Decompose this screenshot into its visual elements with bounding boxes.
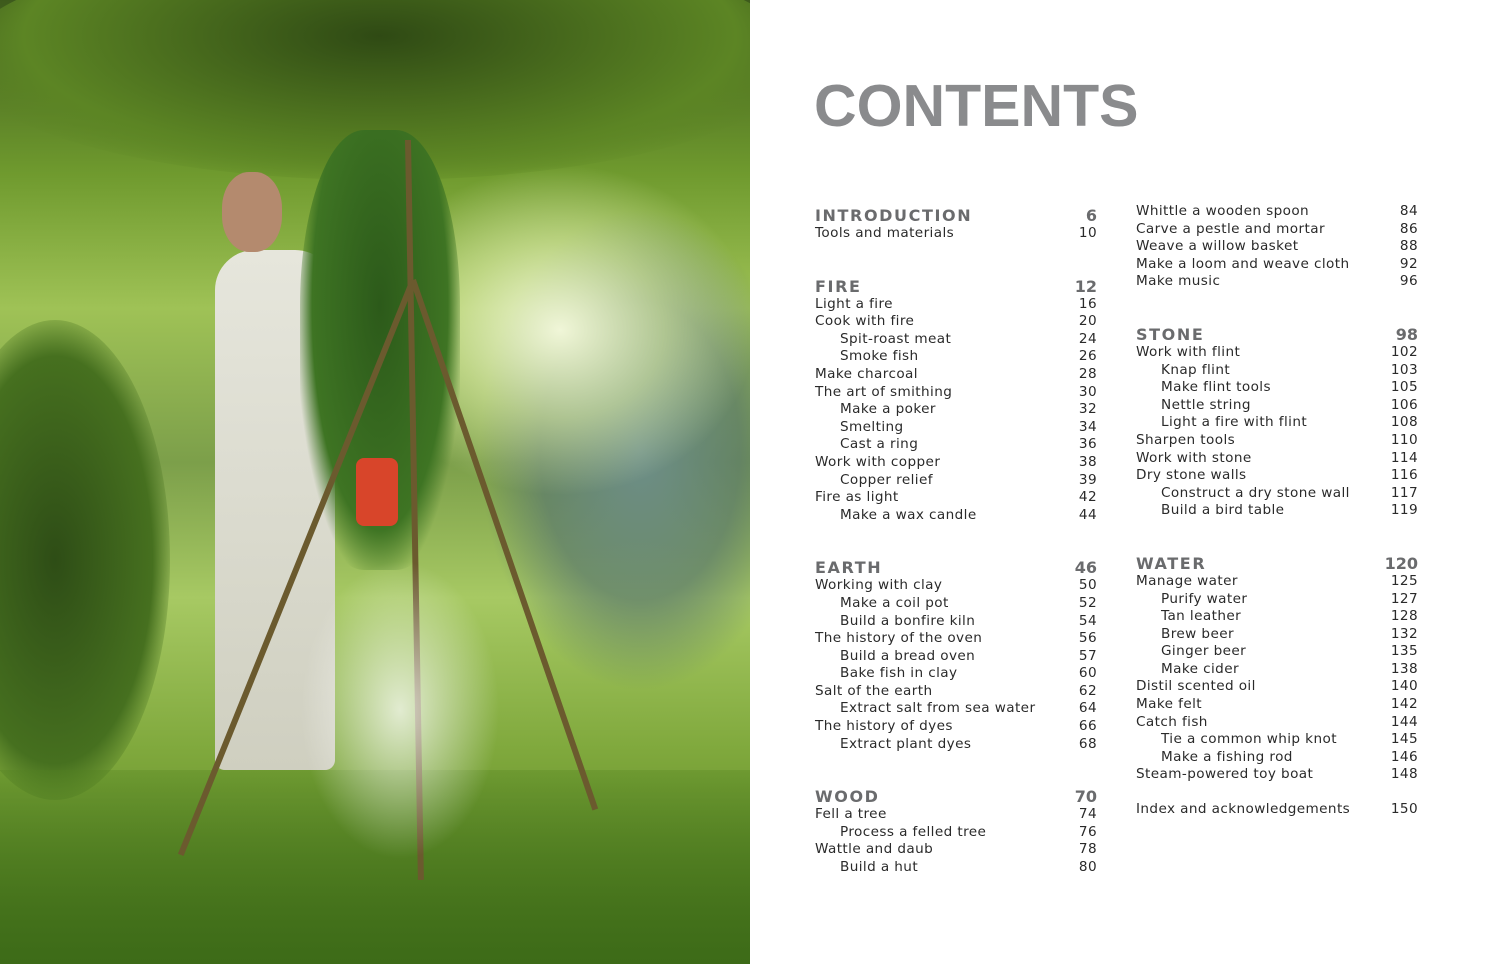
page-number: 38 (1078, 453, 1097, 470)
contents-entry (1136, 643, 1418, 661)
contents-entry (1136, 608, 1418, 626)
entry-title: Tie a common whip knot (1161, 731, 1337, 748)
contents-entry (1136, 450, 1418, 468)
entry-title: The art of smithing (815, 383, 953, 400)
contents-entry (1136, 362, 1418, 380)
contents-entry (815, 859, 1097, 877)
contents-entry (815, 366, 1097, 384)
entry-title: Steam-powered toy boat (1136, 766, 1314, 783)
page-number: 128 (1390, 608, 1418, 625)
entry-title: Ginger beer (1161, 643, 1247, 660)
contents-entry (1136, 714, 1418, 732)
smoke (300, 560, 500, 860)
page-number: 117 (1390, 484, 1418, 501)
entry-title: Light a fire with flint (1161, 414, 1308, 431)
page-number: 98 (1395, 324, 1418, 344)
bush (0, 320, 170, 800)
entry-title: Wattle and daub (815, 841, 934, 858)
entry-title: Make a loom and weave cloth (1136, 255, 1350, 272)
entry-title: Tools and materials (815, 225, 955, 241)
red-cloth (356, 458, 398, 526)
page-number: 60 (1078, 665, 1097, 682)
entry-title: Make cider (1161, 660, 1239, 677)
entry-title: Brew beer (1161, 625, 1234, 642)
entry-title: Weave a willow basket (1136, 238, 1299, 255)
entry-title: Work with stone (1136, 449, 1252, 466)
entry-title: Smoke fish (840, 348, 919, 365)
page-number: 50 (1078, 577, 1097, 594)
contents-section (815, 787, 1097, 876)
contents-entry (815, 313, 1097, 331)
contents-entry (815, 595, 1097, 613)
page-number: 145 (1390, 731, 1418, 748)
page-number: 92 (1399, 255, 1418, 272)
entry-title: Purify water (1161, 590, 1248, 607)
contents-entry (815, 225, 1097, 243)
page-number: 86 (1399, 220, 1418, 237)
contents-entry (815, 331, 1097, 349)
contents-column-left (815, 206, 1097, 911)
entry-title: Build a bread oven (840, 647, 976, 664)
page-number: 62 (1078, 682, 1097, 699)
man-head (222, 172, 282, 252)
contents-entry (1136, 432, 1418, 450)
entry-title: Cast a ring (840, 436, 919, 453)
page-number: 96 (1399, 273, 1418, 290)
contents-entry (815, 296, 1097, 314)
page-number: 46 (1074, 558, 1097, 578)
entry-title: Smelting (840, 418, 904, 435)
entry-title: Distil scented oil (1136, 678, 1256, 695)
contents-entry (1136, 502, 1418, 520)
page-number: 108 (1390, 414, 1418, 431)
entry-title: Nettle string (1161, 396, 1251, 413)
page-number: 56 (1078, 630, 1097, 647)
page-number: 146 (1390, 748, 1418, 765)
entry-title: Fire as light (815, 489, 899, 506)
entry-title: Sharpen tools (1136, 431, 1236, 448)
page-number: 76 (1078, 823, 1097, 840)
page-number: 44 (1078, 506, 1097, 523)
section-heading (1136, 325, 1418, 344)
contents-entry (1136, 766, 1418, 784)
section-title: FIRE (815, 276, 862, 296)
contents-entry (815, 507, 1097, 525)
contents-column-right (1136, 203, 1418, 853)
contents-entry (1136, 221, 1418, 239)
page-number: 34 (1078, 418, 1097, 435)
contents-entry (815, 454, 1097, 472)
contents-entry (1136, 573, 1418, 591)
section-title: STONE (1136, 324, 1205, 344)
entry-title: Build a hut (840, 859, 919, 876)
page-number: 110 (1390, 431, 1418, 448)
contents-entry (1136, 661, 1418, 679)
contents-entry (815, 718, 1097, 736)
contents-entry (1136, 626, 1418, 644)
page-number: 127 (1390, 590, 1418, 607)
contents-section (815, 558, 1097, 753)
entry-title: Bake fish in clay (840, 665, 958, 682)
contents-entry (815, 577, 1097, 595)
entry-title: Make a coil pot (840, 594, 949, 611)
entry-title: The history of the oven (815, 630, 983, 647)
contents-entry (1136, 591, 1418, 609)
page-number: 135 (1390, 643, 1418, 660)
contents-entry (1136, 749, 1418, 767)
page-number: 144 (1390, 713, 1418, 730)
entry-title: Make flint tools (1161, 379, 1271, 396)
contents-entry (1136, 344, 1418, 362)
page-number: 10 (1078, 225, 1097, 241)
page-number: 105 (1390, 379, 1418, 396)
contents-entry (815, 613, 1097, 631)
page-number: 26 (1078, 348, 1097, 365)
entry-title: Extract salt from sea water (840, 700, 1036, 717)
contents-entry (815, 806, 1097, 824)
contents-entry (815, 700, 1097, 718)
page-title: CONTENTS (814, 73, 1139, 139)
page-number: 32 (1078, 401, 1097, 418)
page-number: 132 (1390, 625, 1418, 642)
section-title: INTRODUCTION (815, 206, 973, 225)
entry-title: Whittle a wooden spoon (1136, 203, 1310, 219)
entry-title: Catch fish (1136, 713, 1208, 730)
page-number: 114 (1390, 449, 1418, 466)
contents-section (1136, 801, 1418, 819)
page-number: 12 (1074, 276, 1097, 296)
section-heading (815, 277, 1097, 296)
page-number: 52 (1078, 594, 1097, 611)
entry-title: Make a fishing rod (1161, 748, 1293, 765)
contents-entry (1136, 801, 1418, 819)
page-number: 88 (1399, 238, 1418, 255)
contents-entry (815, 436, 1097, 454)
contents-entry (815, 348, 1097, 366)
entry-title: Carve a pestle and mortar (1136, 220, 1325, 237)
page-number: 125 (1390, 572, 1418, 589)
contents-entry (815, 489, 1097, 507)
contents-entry (1136, 256, 1418, 274)
entry-title: Make a poker (840, 401, 936, 418)
page-number: 150 (1390, 801, 1418, 818)
contents-section (815, 206, 1097, 243)
page-number: 119 (1390, 502, 1418, 519)
entry-title: Working with clay (815, 577, 943, 594)
page-number: 36 (1078, 436, 1097, 453)
section-heading (1136, 554, 1418, 573)
contents-entry (815, 824, 1097, 842)
page-number: 20 (1078, 313, 1097, 330)
contents-entry (1136, 485, 1418, 503)
contents-entry (815, 841, 1097, 859)
entry-title: Work with flint (1136, 343, 1241, 360)
entry-title: Manage water (1136, 572, 1238, 589)
contents-section (1136, 325, 1418, 520)
page-number: 103 (1390, 361, 1418, 378)
entry-title: Make a wax candle (840, 506, 977, 523)
entry-title: Knap flint (1161, 361, 1231, 378)
section-heading (815, 787, 1097, 806)
contents-entry (815, 401, 1097, 419)
contents-section (815, 277, 1097, 525)
contents-entry (815, 630, 1097, 648)
contents-entry (815, 648, 1097, 666)
page-number: 142 (1390, 696, 1418, 713)
page-number: 138 (1390, 660, 1418, 677)
contents-entry (815, 384, 1097, 402)
entry-title: Index and acknowledgements (1136, 801, 1351, 818)
page-number: 70 (1074, 787, 1097, 807)
page-number: 39 (1078, 471, 1097, 488)
page-number: 120 (1384, 553, 1418, 573)
page-number: 116 (1390, 467, 1418, 484)
page-number: 57 (1078, 647, 1097, 664)
contents-entry (815, 472, 1097, 490)
entry-title: Extract plant dyes (840, 735, 972, 752)
section-title: WATER (1136, 553, 1207, 573)
page-number: 68 (1078, 735, 1097, 752)
entry-title: Process a felled tree (840, 823, 987, 840)
contents-entry (1136, 696, 1418, 714)
entry-title: Spit-roast meat (840, 330, 952, 347)
contents-entry (815, 736, 1097, 754)
entry-title: Copper relief (840, 471, 933, 488)
page-number: 28 (1078, 365, 1097, 382)
page-number: 140 (1390, 678, 1418, 695)
contents-entry (815, 419, 1097, 437)
page-number: 148 (1390, 766, 1418, 783)
entry-title: Light a fire (815, 295, 893, 312)
contents-entry (1136, 397, 1418, 415)
page-number: 30 (1078, 383, 1097, 400)
contents-entry (1136, 273, 1418, 291)
contents-entry (1136, 238, 1418, 256)
entry-title: Salt of the earth (815, 682, 933, 699)
entry-title: Cook with fire (815, 313, 915, 330)
page-number: 16 (1078, 295, 1097, 312)
section-title: WOOD (815, 787, 880, 807)
page-number: 106 (1390, 396, 1418, 413)
contents-entry (1136, 414, 1418, 432)
entry-title: Construct a dry stone wall (1161, 484, 1350, 501)
contents-entry (1136, 731, 1418, 749)
contents-section (1136, 203, 1418, 291)
page-number: 74 (1078, 806, 1097, 823)
entry-title: The history of dyes (815, 718, 953, 735)
entry-title: Make music (1136, 273, 1221, 290)
section-heading (815, 558, 1097, 577)
page-number: 6 (1085, 206, 1097, 225)
page-number: 84 (1399, 203, 1418, 219)
entry-title: Work with copper (815, 453, 941, 470)
page-number: 66 (1078, 718, 1097, 735)
page-number: 78 (1078, 841, 1097, 858)
contents-entry (1136, 467, 1418, 485)
contents-page (750, 0, 1500, 964)
contents-entry (1136, 379, 1418, 397)
contents-entry (1136, 203, 1418, 221)
section-heading (815, 206, 1097, 225)
entry-title: Make felt (1136, 696, 1202, 713)
contents-entry (1136, 678, 1418, 696)
entry-title: Build a bonfire kiln (840, 612, 976, 629)
contents-entry (815, 665, 1097, 683)
page-number: 54 (1078, 612, 1097, 629)
page-number: 80 (1078, 859, 1097, 876)
entry-title: Fell a tree (815, 806, 887, 823)
page-number: 102 (1390, 343, 1418, 360)
contents-section (1136, 554, 1418, 784)
entry-title: Dry stone walls (1136, 467, 1247, 484)
section-title: EARTH (815, 558, 883, 578)
entry-title: Build a bird table (1161, 502, 1285, 519)
entry-title: Make charcoal (815, 365, 918, 382)
page-number: 64 (1078, 700, 1097, 717)
entry-title: Tan leather (1161, 608, 1242, 625)
page-number: 42 (1078, 489, 1097, 506)
page-number: 24 (1078, 330, 1097, 347)
contents-entry (815, 683, 1097, 701)
